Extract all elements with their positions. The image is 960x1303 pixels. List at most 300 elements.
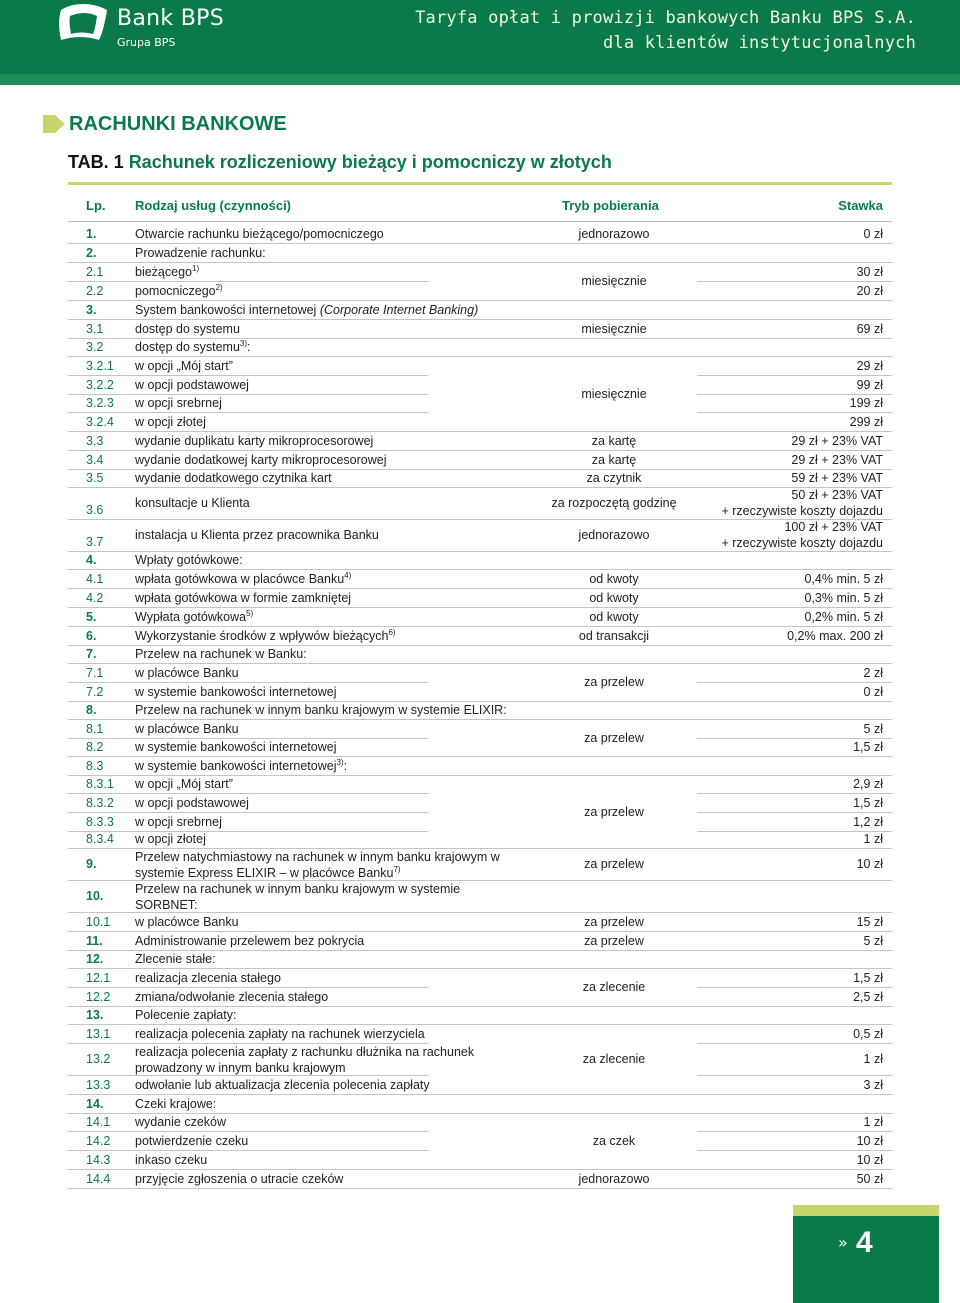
row-number: 8.3.4 <box>86 832 114 846</box>
fee-rate <box>857 914 883 930</box>
fee-rate-value: 100 zł + 23% VAT <box>784 520 883 534</box>
table-row <box>68 431 892 450</box>
service-text: Polecenie zapłaty: <box>135 1008 237 1022</box>
service-text-line-2: SORBNET: <box>135 898 198 912</box>
fee-rate-value: 20 zł <box>856 284 883 298</box>
footnote-ref: 3) <box>336 757 344 767</box>
table-row <box>68 719 892 738</box>
table-row <box>68 375 892 394</box>
service-text-line-2: prowadzony w innym banku krajowym <box>135 1061 346 1075</box>
billing-mode: od kwoty <box>589 572 639 586</box>
fee-rate <box>721 519 883 551</box>
fee-rate <box>853 970 883 986</box>
billing-mode: za rozpoczętą godzinę <box>551 496 677 510</box>
fee-rate-value: 1 zł <box>863 1052 883 1066</box>
table-row <box>68 912 892 931</box>
table-row <box>68 569 892 588</box>
service-text: bieżącego <box>135 265 192 279</box>
fee-rate-note: + rzeczywiste koszty dojazdu <box>721 504 883 518</box>
fee-rate <box>864 831 883 847</box>
table-row <box>68 262 892 281</box>
billing-mode-merged: za przelew <box>584 730 644 745</box>
service-description <box>135 970 281 986</box>
fee-rate-value: 29 zł + 23% VAT <box>791 434 883 448</box>
service-description <box>135 1044 474 1076</box>
service-text-line-2: systemie Express ELIXIR – w placówce Banku <box>135 866 394 880</box>
table-row <box>68 880 892 912</box>
service-description <box>135 414 206 430</box>
service-text: Otwarcie rachunku bieżącego/pomocniczego <box>135 227 384 241</box>
row-number: 1. <box>86 227 97 241</box>
fee-rate <box>850 395 883 411</box>
service-text: w opcji podstawowej <box>135 378 249 392</box>
service-text: wpłata gotówkowa w formie zamkniętej <box>135 591 352 605</box>
fee-rate <box>804 571 883 587</box>
fee-rate <box>804 609 883 625</box>
row-number: 8. <box>86 703 97 717</box>
billing-mode-merged: za przelew <box>584 804 644 819</box>
table-row <box>68 645 892 663</box>
service-text: w systemie bankowości internetowej <box>135 740 337 754</box>
footnote-ref: 1) <box>192 263 200 273</box>
row-number: 14.2 <box>86 1134 111 1148</box>
fee-rate-value: 10 zł <box>856 1134 883 1148</box>
service-description <box>135 1026 425 1042</box>
service-description <box>135 1133 248 1149</box>
table-row <box>68 281 892 300</box>
fee-rate <box>791 433 883 449</box>
fee-rate <box>787 628 883 644</box>
service-description <box>135 339 251 355</box>
service-description <box>135 395 222 411</box>
fee-rate <box>864 1051 883 1067</box>
fee-rate <box>804 590 883 606</box>
service-text: przyjęcie zgłoszenia o utracie czeków <box>135 1172 344 1186</box>
table-row <box>68 987 892 1006</box>
fee-rate <box>853 989 883 1005</box>
service-description <box>135 646 307 662</box>
fee-rate-value: 50 zł <box>856 1172 883 1186</box>
brand-name: Bank BPS <box>117 6 224 31</box>
footnote-ref: 6) <box>388 627 396 637</box>
footer-accent-bar <box>793 1205 939 1216</box>
service-text: Wypłata gotówkowa <box>135 610 247 624</box>
footnote-ref: 2) <box>215 282 223 292</box>
fee-rate-value: 5 zł <box>863 722 883 736</box>
table-row <box>68 1024 892 1043</box>
service-text: wydanie dodatkowego czytnika kart <box>135 471 332 485</box>
document-title-line-1: Taryfa opłat i prowizji bankowych Banku BPS S.A. <box>415 8 916 28</box>
service-text: Wykorzystanie środków z wpływów bieżących <box>135 629 389 643</box>
table-row <box>68 682 892 701</box>
service-text: w placówce Banku <box>135 666 239 680</box>
service-text: w opcji „Mój start” <box>135 777 233 791</box>
row-number: 7.2 <box>86 685 104 699</box>
service-description <box>135 721 239 737</box>
row-number: 8.3.3 <box>86 815 114 829</box>
service-text: realizacja polecenia zapłaty z rachunku dłużnika na rachunek <box>135 1045 475 1059</box>
fee-rate-value: 299 zł <box>849 415 883 429</box>
table-row <box>68 1075 892 1094</box>
service-text: wpłata gotówkowa w placówce Banku <box>135 572 345 586</box>
row-number: 4.1 <box>86 572 104 586</box>
billing-mode: jednorazowo <box>578 528 650 542</box>
table-row <box>68 607 892 626</box>
service-text: w placówce Banku <box>135 722 239 736</box>
fee-rate-value: 0,3% min. 5 zł <box>804 591 883 605</box>
service-description <box>135 1171 343 1187</box>
table-row <box>68 950 892 968</box>
service-description <box>135 571 351 587</box>
table-row <box>68 738 892 756</box>
table-row <box>68 487 892 519</box>
fee-rate-value: 1,5 zł <box>853 971 883 985</box>
row-number: 13.2 <box>86 1052 111 1066</box>
table-row <box>68 319 892 338</box>
row-number: 8.3.1 <box>86 777 114 791</box>
fee-rate <box>864 1114 883 1130</box>
service-description <box>135 702 507 718</box>
row-number: 3.4 <box>86 453 104 467</box>
table-row <box>68 1006 892 1024</box>
service-description <box>135 776 233 792</box>
fee-rate-value: 10 zł <box>856 857 883 871</box>
table-row <box>68 300 892 319</box>
row-number: 13.3 <box>86 1078 111 1092</box>
row-number: 14. <box>86 1097 104 1111</box>
service-description <box>135 609 253 625</box>
row-number: 8.2 <box>86 740 104 754</box>
fee-rate-value: 0 zł <box>863 685 883 699</box>
fee-rate-value: 0,2% max. 200 zł <box>787 629 883 643</box>
row-number: 13. <box>86 1008 104 1022</box>
table-row <box>68 812 892 831</box>
service-description <box>135 358 233 374</box>
fee-rate <box>721 487 883 519</box>
service-description <box>135 264 199 280</box>
fee-rate <box>791 470 883 486</box>
service-text: w systemie bankowości internetowej <box>135 685 337 699</box>
billing-mode-merged: za zlecenie <box>582 1052 646 1066</box>
chevron-right-icon: » <box>838 1233 848 1252</box>
fee-rate <box>853 1026 883 1042</box>
fee-rate-value: 69 zł <box>856 322 883 336</box>
service-text: Prowadzenie rachunku: <box>135 246 266 260</box>
fee-rate-value: 99 zł <box>856 378 883 392</box>
service-text: Administrowanie przelewem bez pokrycia <box>135 934 365 948</box>
row-number: 5. <box>86 610 97 624</box>
service-description <box>135 831 206 847</box>
column-header-mode: Tryb pobierania <box>562 198 659 213</box>
table-row <box>68 243 892 262</box>
billing-mode: za przelew <box>584 915 644 929</box>
service-description <box>135 814 222 830</box>
service-description <box>135 628 396 644</box>
billing-mode: jednorazowo <box>578 227 650 241</box>
service-text: wydanie dodatkowej karty mikroprocesorowej <box>135 453 387 467</box>
row-number: 3.2.1 <box>86 359 114 373</box>
fee-rate-value: 15 zł <box>856 915 883 929</box>
document-title-line-2: dla klientów instytucjonalnych <box>602 33 916 53</box>
service-description <box>135 433 373 449</box>
fee-rate <box>850 414 883 430</box>
table-row <box>68 1113 892 1131</box>
billing-mode-merged: za czek <box>592 1134 636 1148</box>
service-description <box>135 590 351 606</box>
billing-mode: od transakcji <box>578 629 650 643</box>
fee-rate-value: 10 zł <box>856 1153 883 1167</box>
row-number: 3.2.2 <box>86 378 114 392</box>
billing-mode: za kartę <box>591 434 637 448</box>
page-number: 4 <box>856 1226 873 1259</box>
table-row <box>68 551 892 569</box>
table-caption: Rachunek rozliczeniowy bieżący i pomocniczy w złotych <box>128 152 612 172</box>
row-number: 4.2 <box>86 591 104 605</box>
table-row <box>68 831 892 848</box>
row-number: 6. <box>86 629 97 643</box>
fee-rate-value: 1 zł <box>863 1115 883 1129</box>
fee-rate <box>864 684 883 700</box>
row-number: 8.1 <box>86 722 104 736</box>
footnote-ref: 5) <box>246 608 254 618</box>
fee-rate-value: 2,9 zł <box>853 777 883 791</box>
row-number: 7. <box>86 647 97 661</box>
row-number: 3.2.4 <box>86 415 114 429</box>
fee-rate-value: 0,4% min. 5 zł <box>804 572 883 586</box>
billing-mode: za przelew <box>584 857 644 871</box>
service-description <box>135 527 379 543</box>
billing-mode-merged: za przelew <box>584 675 644 689</box>
row-number: 2. <box>86 246 97 260</box>
fee-rate-value: 30 zł <box>856 265 883 279</box>
column-header-service: Rodzaj usług (czynności) <box>135 198 292 213</box>
service-description <box>135 1152 207 1168</box>
fee-rate-value: 1,5 zł <box>853 796 883 810</box>
service-description <box>135 245 266 261</box>
fee-rate-value: 0,2% min. 5 zł <box>804 610 883 624</box>
fee-rate-value: 59 zł + 23% VAT <box>791 471 883 485</box>
service-text: dostęp do systemu <box>135 322 240 336</box>
service-text: w opcji „Mój start” <box>135 359 233 373</box>
table-row <box>68 663 892 682</box>
row-number: 3.5 <box>86 471 104 485</box>
table-row <box>68 469 892 487</box>
table-row <box>68 519 892 551</box>
fee-rate-value: 1,5 zł <box>853 740 883 754</box>
billing-mode-merged: miesięcznie <box>581 274 647 288</box>
row-number: 3.6 <box>86 503 104 517</box>
service-text: instalacja u Klienta przez pracownika Banku <box>135 528 379 542</box>
service-description <box>135 1114 226 1130</box>
service-description <box>135 283 223 299</box>
row-number: 11. <box>86 934 103 948</box>
service-text: w systemie bankowości internetowej <box>135 759 337 773</box>
fee-rate-value: 5 zł <box>863 934 883 948</box>
fee-rate-value: 29 zł <box>856 359 883 373</box>
service-text: inkaso czeku <box>135 1153 208 1167</box>
service-description <box>135 739 336 755</box>
fee-rate <box>857 358 883 374</box>
service-text: Przelew na rachunek w innym banku krajowym w systemie <box>135 882 461 896</box>
fee-rate <box>857 321 883 337</box>
fee-rate <box>864 721 883 737</box>
row-number: 3.2.3 <box>86 396 114 410</box>
fee-rate <box>853 776 883 792</box>
service-text: Czeki krajowe: <box>135 1097 217 1111</box>
billing-mode: za przelew <box>584 934 644 948</box>
service-suffix: : <box>247 340 251 354</box>
footnote-ref: 7) <box>393 864 401 874</box>
service-description <box>135 795 249 811</box>
fee-rate <box>853 795 883 811</box>
row-number: 3.2 <box>86 340 104 354</box>
service-text: zmiana/odwołanie zlecenia stałego <box>135 990 329 1004</box>
fee-rate <box>864 933 883 949</box>
table-row <box>68 756 892 775</box>
footnote-ref: 3) <box>239 338 248 348</box>
row-number: 14.4 <box>86 1172 111 1186</box>
service-text: wydanie duplikatu karty mikroprocesorowej <box>135 434 374 448</box>
service-text: wydanie czeków <box>135 1115 227 1129</box>
service-note: (Corporate Internet Banking) <box>319 303 479 317</box>
table-row <box>68 1094 892 1113</box>
billing-mode: za czytnik <box>586 471 642 485</box>
service-text: potwierdzenie czeku <box>135 1134 249 1148</box>
service-text: odwołanie lub aktualizacja zlecenia polecenia zapłaty <box>135 1078 430 1092</box>
table-row <box>68 701 892 719</box>
fee-rate-value: 3 zł <box>863 1078 883 1092</box>
row-number: 13.1 <box>86 1027 111 1041</box>
fee-rate <box>791 452 883 468</box>
table-row <box>68 224 892 243</box>
row-number: 8.3.2 <box>86 796 114 810</box>
service-text: pomocniczego <box>135 284 216 298</box>
table-row <box>68 1169 892 1188</box>
billing-mode: miesięcznie <box>581 322 647 336</box>
billing-mode-merged: za zlecenie <box>582 980 646 994</box>
service-description <box>135 914 239 930</box>
fee-rate <box>864 226 883 242</box>
service-description <box>135 321 240 337</box>
fee-rate <box>864 665 883 681</box>
fee-rate <box>857 264 883 280</box>
table-row <box>68 1043 892 1075</box>
billing-mode: od kwoty <box>589 591 639 605</box>
fee-rate-value: 50 zł + 23% VAT <box>791 488 883 502</box>
table-row <box>68 356 892 375</box>
service-description <box>135 1007 236 1023</box>
row-number: 12.1 <box>86 971 111 985</box>
fee-rate <box>857 856 883 872</box>
table-row <box>68 1150 892 1169</box>
section-title: RACHUNKI BANKOWE <box>69 113 287 135</box>
fee-rate-value: 0 zł <box>863 227 883 241</box>
service-text: realizacja zlecenia stałego <box>135 971 281 985</box>
fee-rate-value: 0,5 zł <box>853 1027 883 1041</box>
fee-rate-value: 2,5 zł <box>853 990 883 1004</box>
service-text: Zlecenie stałe: <box>135 952 216 966</box>
service-text: w opcji złotej <box>135 832 206 846</box>
billing-mode: od kwoty <box>589 610 639 624</box>
row-number: 9. <box>86 857 97 871</box>
service-description <box>135 849 500 881</box>
fee-rate-value: 199 zł <box>849 396 883 410</box>
row-number: 8.3 <box>86 759 104 773</box>
table-row <box>68 394 892 412</box>
brand-group: Grupa BPS <box>117 36 176 49</box>
service-text: Przelew na rachunek w innym banku krajowym w systemie ELIXIR: <box>135 703 507 717</box>
service-text: System bankowości internetowej <box>135 303 317 317</box>
billing-mode: za kartę <box>591 453 637 467</box>
row-divider <box>68 1188 892 1189</box>
row-number: 7.1 <box>86 666 104 680</box>
service-description <box>135 665 239 681</box>
table-row <box>68 1131 892 1150</box>
service-description <box>135 1096 216 1112</box>
fee-rate-value: 1,2 zł <box>853 815 883 829</box>
column-header-lp: Lp. <box>86 198 106 213</box>
service-description <box>135 989 328 1005</box>
row-number: 3.3 <box>86 434 104 448</box>
fee-rate <box>864 1077 883 1093</box>
service-description <box>135 1077 430 1093</box>
row-number: 3.1 <box>86 322 104 336</box>
service-description <box>135 452 387 468</box>
fee-rate-value: 2 zł <box>863 666 883 680</box>
service-text: Przelew natychmiastowy na rachunek w innym banku krajowym w <box>135 850 500 864</box>
table-row <box>68 775 892 793</box>
fee-rate-value: 29 zł + 23% VAT <box>791 453 883 467</box>
service-description <box>135 881 460 913</box>
row-number: 2.1 <box>86 265 104 279</box>
row-number: 14.3 <box>86 1153 111 1167</box>
table-row <box>68 588 892 607</box>
row-number: 12. <box>86 952 104 966</box>
table-row <box>68 338 892 356</box>
table-row <box>68 626 892 645</box>
service-text: dostęp do systemu <box>135 340 240 354</box>
footnote-ref: 4) <box>344 570 352 580</box>
service-text: Przelew na rachunek w Banku: <box>135 647 307 661</box>
table-row <box>68 450 892 469</box>
service-description <box>135 552 243 568</box>
row-number: 2.2 <box>86 284 104 298</box>
fee-rate <box>853 739 883 755</box>
service-description <box>135 933 364 949</box>
service-description <box>135 684 336 700</box>
fee-rate-note: + rzeczywiste koszty dojazdu <box>721 536 883 550</box>
table-row <box>68 848 892 880</box>
fee-rate <box>857 283 883 299</box>
fee-rate <box>857 1171 883 1187</box>
table-number: TAB. 1 <box>68 152 124 172</box>
service-text: w opcji złotej <box>135 415 206 429</box>
row-number: 14.1 <box>86 1115 111 1129</box>
table-row <box>68 412 892 431</box>
row-number: 12.2 <box>86 990 111 1004</box>
service-description <box>135 495 250 511</box>
service-text: w opcji srebrnej <box>135 815 222 829</box>
fee-rate <box>853 814 883 830</box>
service-text: Wpłaty gotówkowe: <box>135 553 243 567</box>
fee-rate <box>857 1133 883 1149</box>
table-row <box>68 931 892 950</box>
service-description <box>135 470 332 486</box>
row-number: 10.1 <box>86 915 111 929</box>
service-description <box>135 951 216 967</box>
service-text: w placówce Banku <box>135 915 239 929</box>
row-number: 10. <box>86 889 104 903</box>
